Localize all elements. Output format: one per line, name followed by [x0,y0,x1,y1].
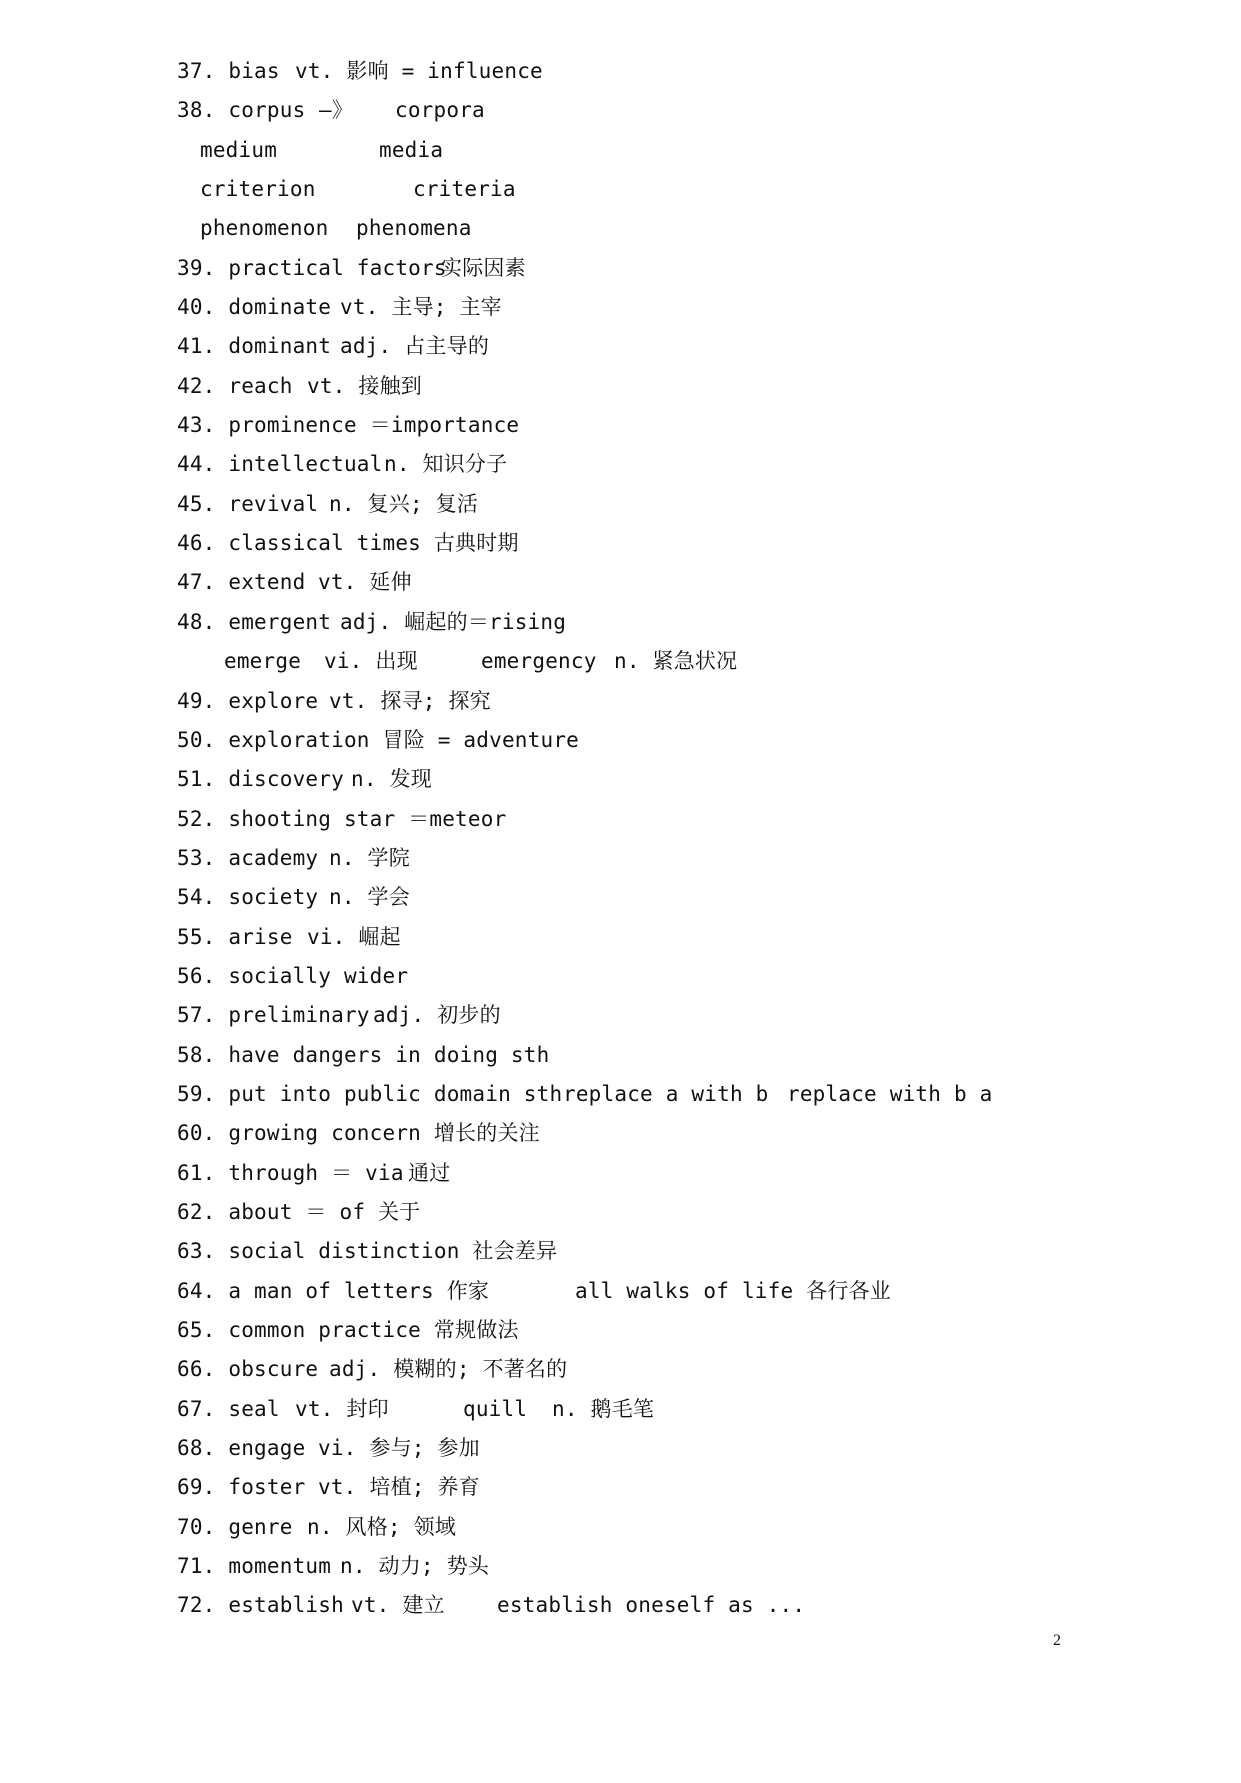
term: 56. socially wider [177,963,409,988]
list-item [177,1350,1137,1389]
list-item [177,1193,1137,1232]
list-item [177,721,1137,760]
list-item [177,1547,1137,1586]
plural-form: media [379,137,444,162]
term: 70. genre [177,1514,293,1539]
definition: vt. 接触到 [307,373,422,398]
list-item [177,1232,1137,1271]
term: 39. practical factors [177,255,447,280]
list-item [177,91,1137,130]
definition: vt. 影响 = influence [295,59,543,83]
term: 59. put into public domain sth [177,1081,563,1106]
list-item [177,996,1137,1035]
plural-form: phenomena [356,216,472,241]
definition: adj. 崛起的＝rising [340,609,567,634]
term: 60. growing concern 增长的关注 [177,1121,540,1146]
list-item [177,1154,1137,1193]
arrow: —》 [319,98,354,123]
definition: n. 紧急状况 [614,649,738,674]
term: 71. momentum [177,1554,332,1579]
definition: adj. 初步的 [373,1003,501,1028]
list-item [177,878,1137,917]
term: 55. arise [177,924,293,949]
term: 65. common practice 常规做法 [177,1318,519,1342]
list-item [177,1272,1137,1311]
term: 57. preliminary [177,1003,370,1028]
phrase: establish oneself as ... [497,1593,806,1618]
term: 46. classical times 古典时期 [177,531,519,556]
term: 52. shooting star ＝meteor [177,806,507,831]
list-item [177,563,1137,602]
list-item [177,603,1137,642]
plural-form: criteria [413,177,516,202]
list-item [177,1508,1137,1547]
list-item [177,760,1137,799]
list-item [177,957,1137,996]
definition: vi. 参与; 参加 [318,1436,480,1461]
list-item [177,800,1137,839]
term: quill [463,1396,528,1421]
singular-form: phenomenon [200,216,329,241]
phrase: all walks of life 各行各业 [575,1278,891,1303]
definition: n. 动力; 势头 [340,1554,490,1579]
definition: vi. 出现 [324,649,418,674]
definition: n. 学会 [329,885,410,910]
plural-form: corpora [395,98,485,123]
list-item [177,52,1137,91]
term: 61. through ＝ via [177,1160,404,1185]
definition: adj. 模糊的; 不著名的 [329,1357,568,1382]
term: 54. society [177,885,319,910]
list-item [177,249,1137,288]
term: emerge [224,649,302,674]
term: 58. have dangers in doing sth [177,1042,550,1067]
list-item [177,1036,1137,1075]
term: 50. exploration 冒险 = adventure [177,727,580,752]
list-item [177,209,1137,248]
term: 43. prominence ＝importance [177,413,520,438]
term: emergency [481,649,597,674]
vocabulary-list [177,52,1137,1626]
list-item [177,642,1137,681]
singular-form: criterion [200,177,316,202]
list-item [177,1114,1137,1153]
definition: 实际因素 [441,255,526,280]
list-item [177,1586,1137,1625]
definition: n. 复兴; 复活 [329,491,479,516]
list-item [177,288,1137,327]
definition: n. 学院 [329,845,410,870]
term: 66. obscure [177,1357,319,1382]
term: 42. reach [177,373,293,398]
phrase: replace with b a [787,1081,993,1106]
term: 40. dominate [177,295,332,320]
term: 69. foster [177,1475,306,1500]
term: 51. discovery [177,767,344,792]
list-item [177,524,1137,563]
list-item [177,1468,1137,1507]
term: 48. emergent [177,609,332,634]
term: 45. revival [177,491,319,516]
term: 47. extend [177,570,306,595]
definition: vt. 延伸 [318,570,412,595]
definition: vt. 主导; 主宰 [340,295,502,320]
term: 41. dominant [177,334,332,359]
list-item [177,918,1137,957]
definition: vt. 封印 [295,1396,389,1421]
list-item [177,485,1137,524]
list-item [177,367,1137,406]
term: 63. social distinction 社会差异 [177,1239,558,1264]
list-item [177,1429,1137,1468]
term: 53. academy [177,845,319,870]
list-item [177,1390,1137,1429]
list-item [177,682,1137,721]
term: 72. establish [177,1593,344,1618]
list-item [177,327,1137,366]
term: 49. explore [177,688,319,713]
definition: n. 发现 [351,767,432,792]
definition: vt. 培植; 养育 [318,1475,480,1500]
definition: vi. 崛起 [307,924,401,949]
page-number: 2 [1053,1632,1061,1649]
term: 67. seal [177,1396,280,1421]
definition: n. 知识分子 [384,452,508,477]
list-item [177,131,1137,170]
list-item [177,839,1137,878]
list-item [177,445,1137,484]
definition: n. 风格; 领域 [307,1514,457,1539]
list-item [177,1075,1137,1114]
term: 44. intellectual [177,452,383,477]
list-item [177,406,1137,445]
list-item [177,170,1137,209]
definition: vt. 探寻; 探究 [329,688,491,713]
term: 37. bias [177,59,280,83]
term: 38. corpus [177,98,306,123]
term: 64. a man of letters 作家 [177,1278,490,1303]
definition: adj. 占主导的 [340,334,490,359]
list-item [177,1311,1137,1350]
definition: vt. 建立 [351,1593,445,1618]
term: 68. engage [177,1436,306,1461]
phrase: replace a with b [563,1081,769,1106]
singular-form: medium [200,137,278,162]
term: 62. about ＝ of 关于 [177,1199,421,1224]
definition: 通过 [408,1160,451,1185]
definition: n. 鹅毛笔 [552,1396,655,1421]
